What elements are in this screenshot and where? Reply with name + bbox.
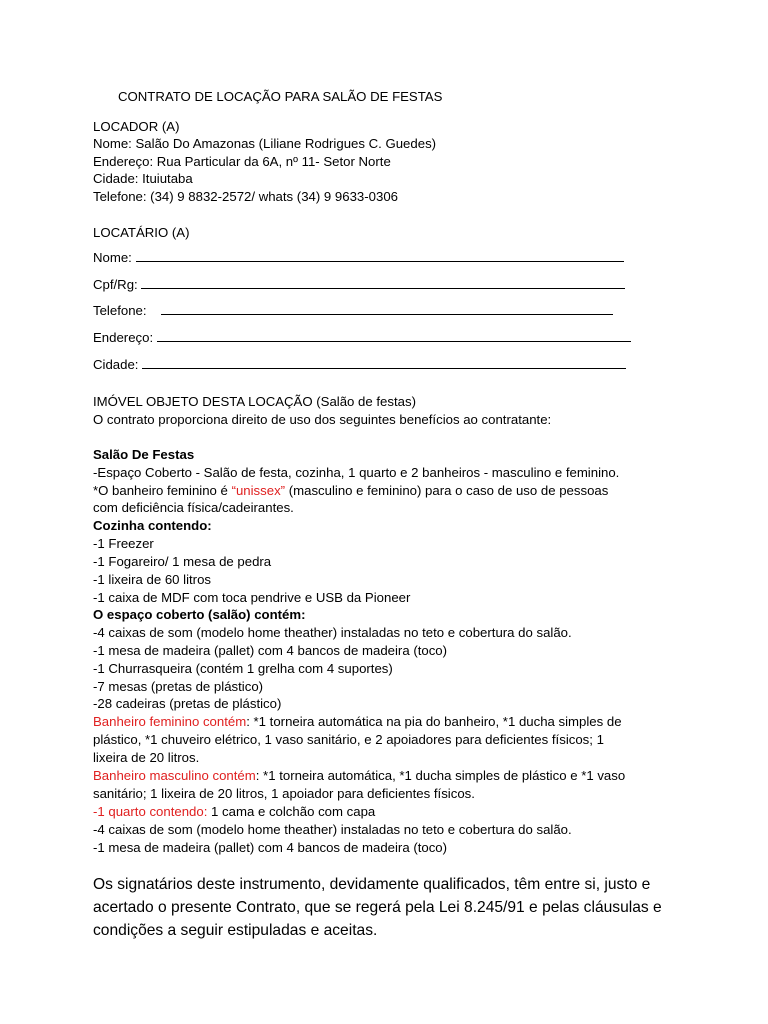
list-item: -7 mesas (pretas de plástico) — [93, 679, 264, 694]
banheiro-feminino-text-1: : *1 torneira automática na pia do banheiro, *1 ducha simples de — [246, 714, 622, 729]
list-item: -1 Freezer — [93, 536, 154, 551]
locatario-cidade-field[interactable] — [93, 356, 626, 374]
espaco-heading: O espaço coberto (salão) contém: — [93, 607, 306, 622]
salao-line-2-start: *O banheiro feminino é — [93, 483, 232, 498]
locatario-endereco-field[interactable] — [93, 329, 631, 347]
banheiro-masculino-label: Banheiro masculino contém — [93, 768, 256, 783]
blank-line — [142, 357, 626, 369]
imovel-intro: O contrato proporciona direito de uso dos seguintes benefícios ao contratante: — [93, 412, 552, 427]
salao-heading: Salão De Festas — [93, 447, 195, 462]
locatario-cpf-field[interactable] — [93, 276, 625, 294]
field-label: Endereço: — [93, 330, 157, 345]
banheiro-masculino-line-1 — [93, 767, 625, 785]
salao-line-3: com deficiência física/cadeirantes. — [93, 500, 294, 515]
locatario-nome-field[interactable] — [93, 249, 624, 267]
list-item: -4 caixas de som (modelo home theather) instaladas no teto e cobertura do salão. — [93, 625, 572, 640]
cozinha-heading: Cozinha contendo: — [93, 518, 212, 533]
salao-line-1: -Espaço Coberto - Salão de festa, cozinha, 1 quarto e 2 banheiros - masculino e feminino. — [93, 465, 620, 480]
list-item: -1 mesa de madeira (pallet) com 4 bancos de madeira (toco) — [93, 840, 448, 855]
list-item: -1 Fogareiro/ 1 mesa de pedra — [93, 554, 272, 569]
quarto-text: 1 cama e colchão com capa — [207, 804, 376, 819]
banheiro-feminino-line-1 — [93, 713, 622, 731]
blank-line — [136, 250, 624, 262]
list-item: -1 mesa de madeira (pallet) com 4 bancos de madeira (toco) — [93, 643, 448, 658]
list-item: -1 lixeira de 60 litros — [93, 572, 212, 587]
field-label: Nome: — [93, 250, 136, 265]
banheiro-masculino-line-2: sanitário; 1 lixeira de 20 litros, 1 apoiador para deficientes físicos. — [93, 786, 475, 801]
closing-paragraph: Os signatários deste instrumento, devidamente qualificados, têm entre si, justo e acertado o presente Contrato, que se regerá pela Lei 8.245/91 e pelas cláusulas e condições a seguir estipuladas e aceitas. — [93, 876, 662, 939]
locador-endereco: Endereço: Rua Particular da 6A, nº 11- Setor Norte — [93, 154, 391, 169]
salao-line-2-end: (masculino e feminino) para o caso de uso de pessoas — [285, 483, 609, 498]
banheiro-masculino-text-1: : *1 torneira automática, *1 ducha simples de plástico e *1 vaso — [255, 768, 626, 783]
list-item: -1 caixa de MDF com toca pendrive e USB da Pioneer — [93, 590, 411, 605]
list-item: -4 caixas de som (modelo home theather) instaladas no teto e cobertura do salão. — [93, 822, 572, 837]
locador-heading: LOCADOR (A) — [93, 119, 180, 134]
blank-line — [161, 303, 613, 315]
list-item: -28 cadeiras (pretas de plástico) — [93, 696, 282, 711]
field-label: Cidade: — [93, 357, 143, 372]
blank-line — [157, 330, 631, 342]
locatario-heading: LOCATÁRIO (A) — [93, 225, 190, 240]
locador-telefone: Telefone: (34) 9 8832-2572/ whats (34) 9 9633-0306 — [93, 189, 398, 204]
quarto-label: -1 quarto contendo: — [93, 804, 208, 819]
list-item: -1 Churrasqueira (contém 1 grelha com 4 suportes) — [93, 661, 393, 676]
banheiro-feminino-line-2: plástico, *1 chuveiro elétrico, 1 vaso sanitário, e 2 apoiadores para deficientes físicos; 1 — [93, 732, 604, 747]
banheiro-feminino-line-3: lixeira de 20 litros. — [93, 750, 200, 765]
field-label: Cpf/Rg: — [93, 277, 142, 292]
document-title: CONTRATO DE LOCAÇÃO PARA SALÃO DE FESTAS — [118, 89, 443, 104]
imovel-heading: IMÓVEL OBJETO DESTA LOCAÇÃO (Salão de festas) — [93, 394, 416, 409]
locatario-telefone-field[interactable] — [93, 302, 613, 320]
field-label: Telefone: — [93, 303, 162, 318]
quarto-line — [93, 803, 375, 821]
locador-nome: Nome: Salão Do Amazonas (Liliane Rodrigues C. Guedes) — [93, 136, 437, 151]
banheiro-feminino-label: Banheiro feminino contém — [93, 714, 247, 729]
salao-line-2 — [93, 482, 608, 500]
locador-cidade: Cidade: Ituiutaba — [93, 171, 193, 186]
unissex-highlight: “unissex” — [231, 483, 286, 498]
blank-line — [141, 277, 625, 289]
